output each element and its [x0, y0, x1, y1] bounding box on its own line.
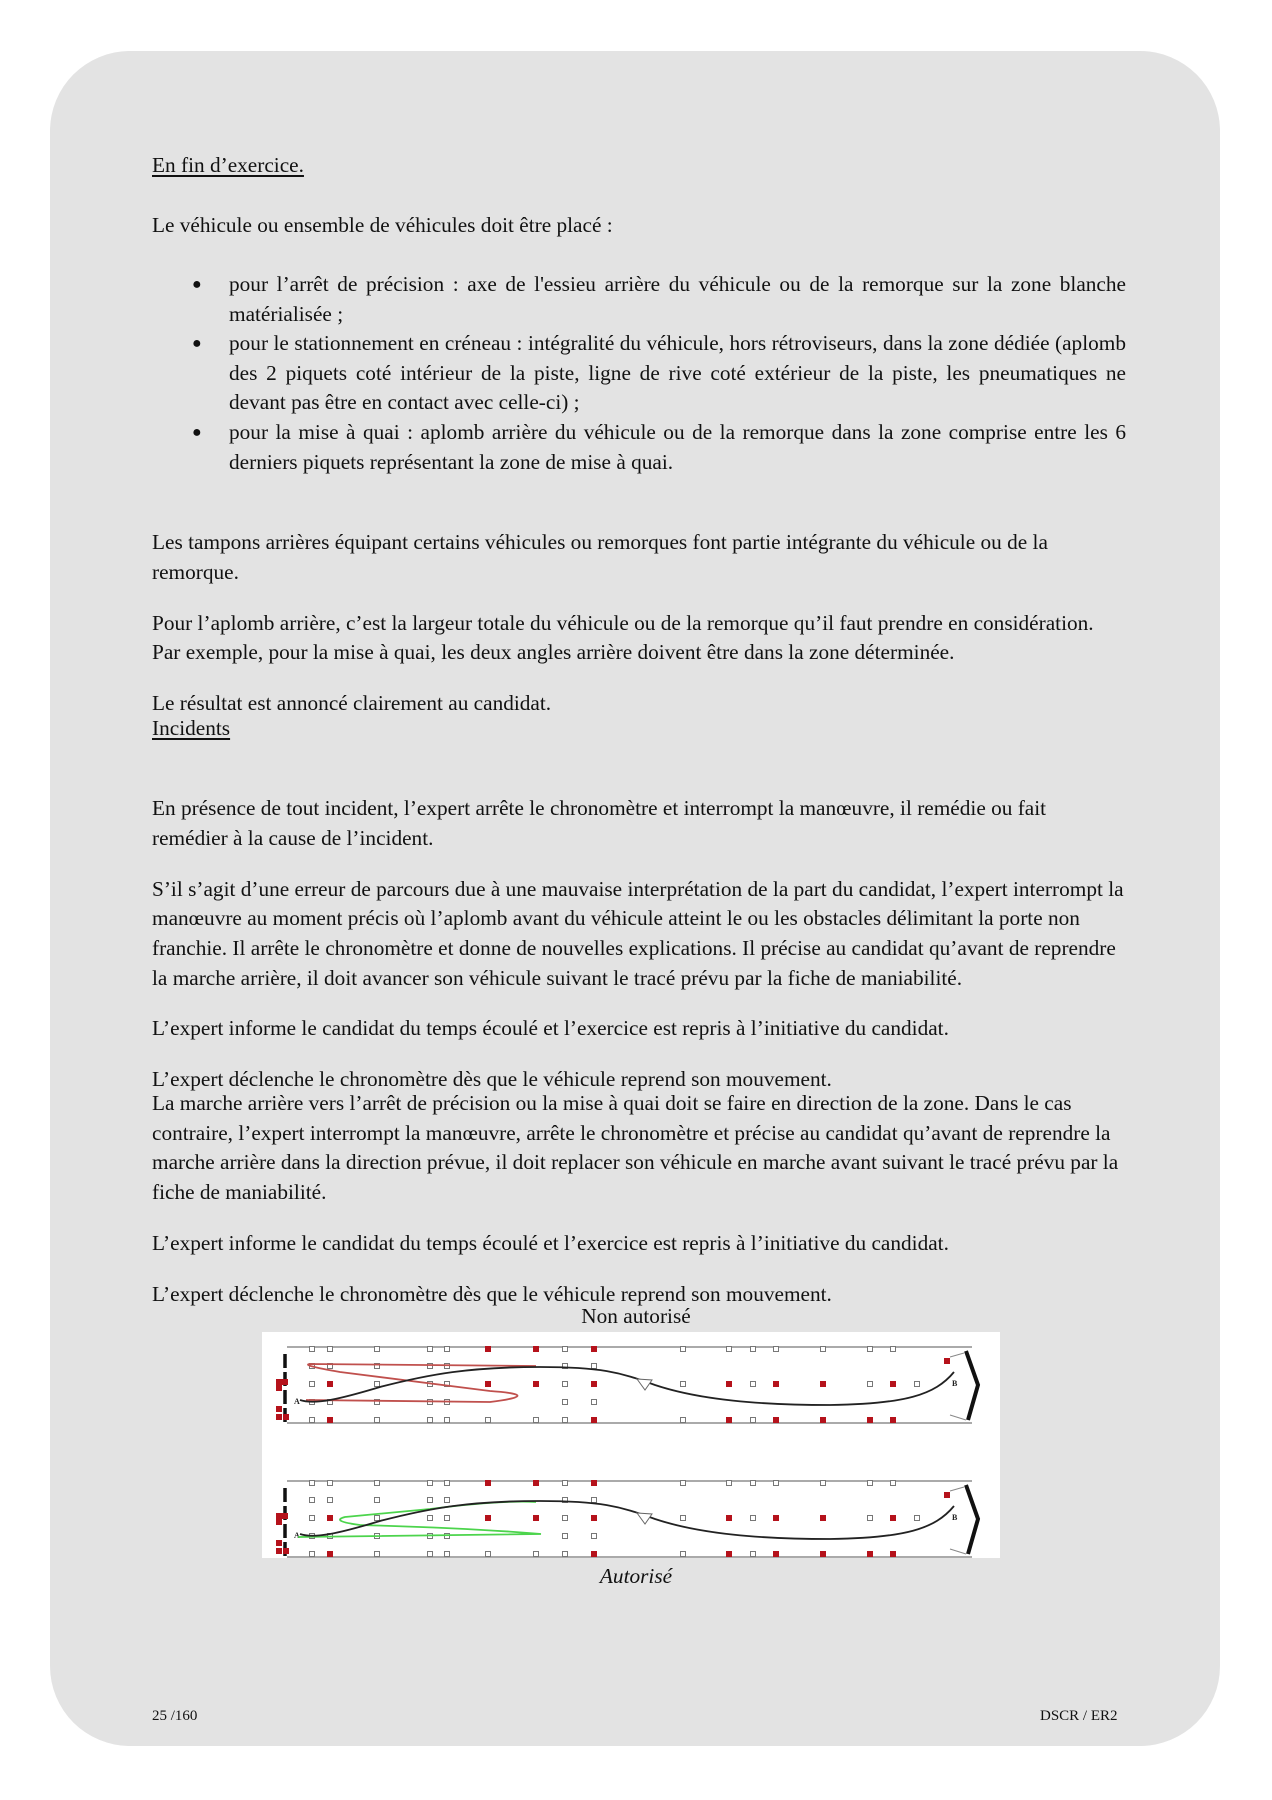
cone-red-icon: [726, 1551, 732, 1557]
cone-white-icon: [868, 1347, 873, 1352]
cone-white-icon: [328, 1481, 333, 1486]
direction-arrow-icon: [637, 1513, 652, 1524]
cone-white-icon: [428, 1347, 433, 1352]
cone-red-icon: [944, 1358, 950, 1364]
cone-red-icon: [867, 1551, 873, 1557]
cone-white-icon: [868, 1382, 873, 1387]
dock-guide-line: [950, 1549, 966, 1554]
cone-white-icon: [774, 1481, 779, 1486]
bullet-text: pour le stationnement en créneau : intégralité du véhicule, hors rétroviseurs, dans la zone dédiée (aplomb des 2 piquets coté intérieur de la piste, ligne de rive coté extérieur de la piste, les pneumatiques ne devant pas être en contact avec celle-ci) ;: [229, 331, 1126, 415]
cone-white-icon: [375, 1552, 380, 1557]
paragraph-line: L’expert déclenche le chronomètre dès que le véhicule reprend son mouvement.: [152, 1067, 832, 1092]
cone-white-icon: [375, 1418, 380, 1423]
cone-white-icon: [592, 1364, 597, 1369]
cone-red-icon: [283, 1414, 289, 1420]
cone-white-icon: [428, 1516, 433, 1521]
cone-red-icon: [773, 1551, 779, 1557]
cone-red-icon: [485, 1480, 491, 1486]
correct-path-line: [298, 1502, 541, 1537]
bullet-icon: ●: [192, 276, 202, 293]
vehicle-trajectory-line: [300, 1367, 954, 1405]
cone-white-icon: [681, 1382, 686, 1387]
cone-white-icon: [445, 1552, 450, 1557]
cone-white-icon: [310, 1498, 315, 1503]
cone-white-icon: [592, 1498, 597, 1503]
cone-red-icon: [944, 1492, 950, 1498]
cone-white-icon: [727, 1481, 732, 1486]
dock-guide-line: [950, 1415, 966, 1420]
bullet-text: pour l’arrêt de précision : axe de l'essieu arrière du véhicule ou de la remorque sur la zone blanche matérialisée ;: [229, 272, 1126, 326]
cone-white-icon: [328, 1347, 333, 1352]
cone-red-icon: [327, 1381, 333, 1387]
cone-white-icon: [563, 1552, 568, 1557]
cone-white-icon: [868, 1481, 873, 1486]
paragraph-line: S’il s’agit d’une erreur de parcours due à une mauvaise interprétation de la part du candidat, l’expert interrompt la manœuvre au moment précis où l’aplomb avant du véhicule atteint le ou les obstacles délimitant la porte non franchie. Il arrête le chronomètre et donne de nouvelles explications. Il précise au candidat qu’avant de reprendre la marche arrière, il doit avancer son véhicule suivant le tracé prévu par la fiche de maniabilité.: [152, 876, 1124, 990]
cone-white-icon: [445, 1418, 450, 1423]
cone-white-icon: [310, 1418, 315, 1423]
cone-white-icon: [891, 1347, 896, 1352]
cone-red-icon: [867, 1417, 873, 1423]
cone-white-icon: [428, 1552, 433, 1557]
cone-white-icon: [445, 1347, 450, 1352]
cone-red-icon: [591, 1551, 597, 1557]
cone-white-icon: [868, 1516, 873, 1521]
dock-guide-line: [950, 1487, 964, 1491]
vehicle-trajectory-line: [300, 1501, 954, 1539]
cone-white-icon: [821, 1347, 826, 1352]
page-number: 25 /160: [152, 1708, 198, 1724]
cone-white-icon: [915, 1516, 920, 1521]
cone-red-icon: [276, 1540, 282, 1546]
cone-white-icon: [428, 1481, 433, 1486]
heading-text: En fin d’exercice.: [152, 153, 304, 177]
cone-white-icon: [821, 1481, 826, 1486]
cone-red-icon: [327, 1417, 333, 1423]
start-label-a: A: [294, 1397, 300, 1406]
direction-arrow-icon: [637, 1379, 652, 1390]
cone-red-icon: [276, 1406, 282, 1412]
cone-red-icon: [820, 1551, 826, 1557]
cone-white-icon: [428, 1418, 433, 1423]
cone-red-icon: [890, 1515, 896, 1521]
paragraph-line: Pour l’aplomb arrière, c’est la largeur totale du véhicule ou de la remorque qu’il faut prendre en considération. Par exemple, pour la mise à quai, les deux angles arrière doivent être dans la zone déterminée.: [152, 610, 1094, 665]
cone-white-icon: [592, 1400, 597, 1405]
paragraph-line: Le résultat est annoncé clairement au candidat.: [152, 691, 552, 716]
paragraph-line: En présence de tout incident, l’expert arrête le chronomètre et interrompt la manœuvre, il remédie ou fait remédier à la cause de l’incident.: [152, 796, 1047, 850]
dock-chevron-icon: [966, 1351, 978, 1420]
cone-white-icon: [534, 1552, 539, 1557]
cone-white-icon: [563, 1418, 568, 1423]
intro-text: Le véhicule ou ensemble de véhicules doit être placé :: [152, 212, 613, 237]
cone-red-icon: [276, 1513, 282, 1519]
bullet-icon: ●: [192, 423, 202, 441]
paragraph-line: Les tampons arrières équipant certains véhicules ou remorques font partie intégrante du véhicule ou de la remorque.: [152, 530, 1048, 584]
cone-red-icon: [820, 1381, 826, 1387]
cone-white-icon: [727, 1347, 732, 1352]
cone-red-icon: [820, 1515, 826, 1521]
paragraph-line: L’expert informe le candidat du temps écoulé et l’exercice est repris à l’initiative du candidat.: [152, 1016, 949, 1041]
cone-white-icon: [375, 1347, 380, 1352]
cone-white-icon: [751, 1552, 756, 1557]
cone-white-icon: [681, 1481, 686, 1486]
cone-red-icon: [533, 1381, 539, 1387]
cone-white-icon: [310, 1552, 315, 1557]
wrong-path-line: [306, 1364, 536, 1402]
document-reference: DSCR / ER2: [1040, 1708, 1118, 1724]
cone-white-icon: [310, 1382, 315, 1387]
cone-white-icon: [445, 1498, 450, 1503]
cone-white-icon: [563, 1534, 568, 1539]
cone-red-icon: [890, 1417, 896, 1423]
cone-white-icon: [681, 1347, 686, 1352]
cone-red-icon: [327, 1551, 333, 1557]
cone-red-icon: [591, 1515, 597, 1521]
cone-white-icon: [328, 1498, 333, 1503]
cone-red-icon: [533, 1515, 539, 1521]
cone-red-icon: [726, 1515, 732, 1521]
paragraph-line: L’expert déclenche le chronomètre dès que le véhicule reprend son mouvement.: [152, 1281, 832, 1306]
cone-white-icon: [563, 1516, 568, 1521]
cone-white-icon: [310, 1347, 315, 1352]
cone-red-icon: [533, 1480, 539, 1486]
cone-red-icon: [283, 1548, 289, 1554]
cone-white-icon: [681, 1418, 686, 1423]
cone-red-icon: [726, 1381, 732, 1387]
cone-red-icon: [282, 1513, 288, 1519]
cone-white-icon: [375, 1498, 380, 1503]
cone-red-icon: [276, 1379, 282, 1385]
cone-white-icon: [486, 1418, 491, 1423]
cone-red-icon: [726, 1417, 732, 1423]
cone-white-icon: [751, 1382, 756, 1387]
cone-red-icon: [773, 1515, 779, 1521]
cone-red-icon: [591, 1346, 597, 1352]
cone-white-icon: [310, 1481, 315, 1486]
end-label-b: B: [952, 1379, 958, 1388]
dock-guide-line: [950, 1353, 964, 1357]
cone-white-icon: [681, 1516, 686, 1521]
cone-white-icon: [428, 1498, 433, 1503]
cone-white-icon: [774, 1347, 779, 1352]
cone-red-icon: [485, 1381, 491, 1387]
cone-red-icon: [591, 1381, 597, 1387]
cone-white-icon: [592, 1534, 597, 1539]
cone-white-icon: [445, 1481, 450, 1486]
cone-red-icon: [276, 1414, 282, 1420]
paragraph-line: L’expert informe le candidat du temps écoulé et l’exercice est repris à l’initiative du candidat.: [152, 1230, 949, 1255]
end-label-b: B: [952, 1513, 958, 1522]
cone-white-icon: [563, 1481, 568, 1486]
bullet-text: pour la mise à quai : aplomb arrière du véhicule ou de la remorque dans la zone comprise entre les 6 derniers piquets représentant la zone de mise à quai.: [229, 419, 1126, 474]
cone-white-icon: [891, 1481, 896, 1486]
caption-not-authorized: Non autorisé: [581, 1304, 691, 1328]
cone-white-icon: [915, 1382, 920, 1387]
cone-red-icon: [282, 1379, 288, 1385]
cone-white-icon: [751, 1516, 756, 1521]
cone-red-icon: [890, 1381, 896, 1387]
cone-red-icon: [591, 1417, 597, 1423]
start-label-a: A: [294, 1531, 300, 1540]
caption-authorized: Autorisé: [599, 1564, 673, 1588]
cone-white-icon: [563, 1400, 568, 1405]
cone-white-icon: [445, 1516, 450, 1521]
cone-red-icon: [820, 1417, 826, 1423]
cone-red-icon: [276, 1385, 282, 1391]
cone-white-icon: [486, 1552, 491, 1557]
cone-white-icon: [375, 1382, 380, 1387]
cone-red-icon: [533, 1346, 539, 1352]
dock-chevron-icon: [966, 1485, 978, 1554]
cone-red-icon: [327, 1515, 333, 1521]
cone-white-icon: [751, 1481, 756, 1486]
cone-white-icon: [751, 1347, 756, 1352]
cone-red-icon: [485, 1346, 491, 1352]
cone-red-icon: [276, 1519, 282, 1525]
heading-text: Incidents: [152, 716, 231, 740]
cone-red-icon: [890, 1551, 896, 1557]
cone-white-icon: [375, 1481, 380, 1486]
cone-white-icon: [563, 1382, 568, 1387]
cone-red-icon: [591, 1480, 597, 1486]
bullet-icon: ●: [192, 335, 202, 353]
cone-red-icon: [773, 1417, 779, 1423]
cone-white-icon: [563, 1347, 568, 1352]
paragraph-line: La marche arrière vers l’arrêt de précision ou la mise à quai doit se faire en direction de la zone. Dans le cas contraire, l’expert interrompt la manœuvre, arrête le chronomètre et précise au candidat qu’avant de reprendre la marche arrière dans la direction prévue, il doit replacer son véhicule en marche avant suivant le tracé prévu par la fiche de maniabilité.: [152, 1091, 1119, 1205]
cone-red-icon: [485, 1515, 491, 1521]
cone-white-icon: [751, 1418, 756, 1423]
cone-white-icon: [310, 1516, 315, 1521]
cone-white-icon: [681, 1552, 686, 1557]
cone-red-icon: [773, 1381, 779, 1387]
cone-white-icon: [534, 1418, 539, 1423]
cone-red-icon: [276, 1548, 282, 1554]
cone-white-icon: [375, 1516, 380, 1521]
